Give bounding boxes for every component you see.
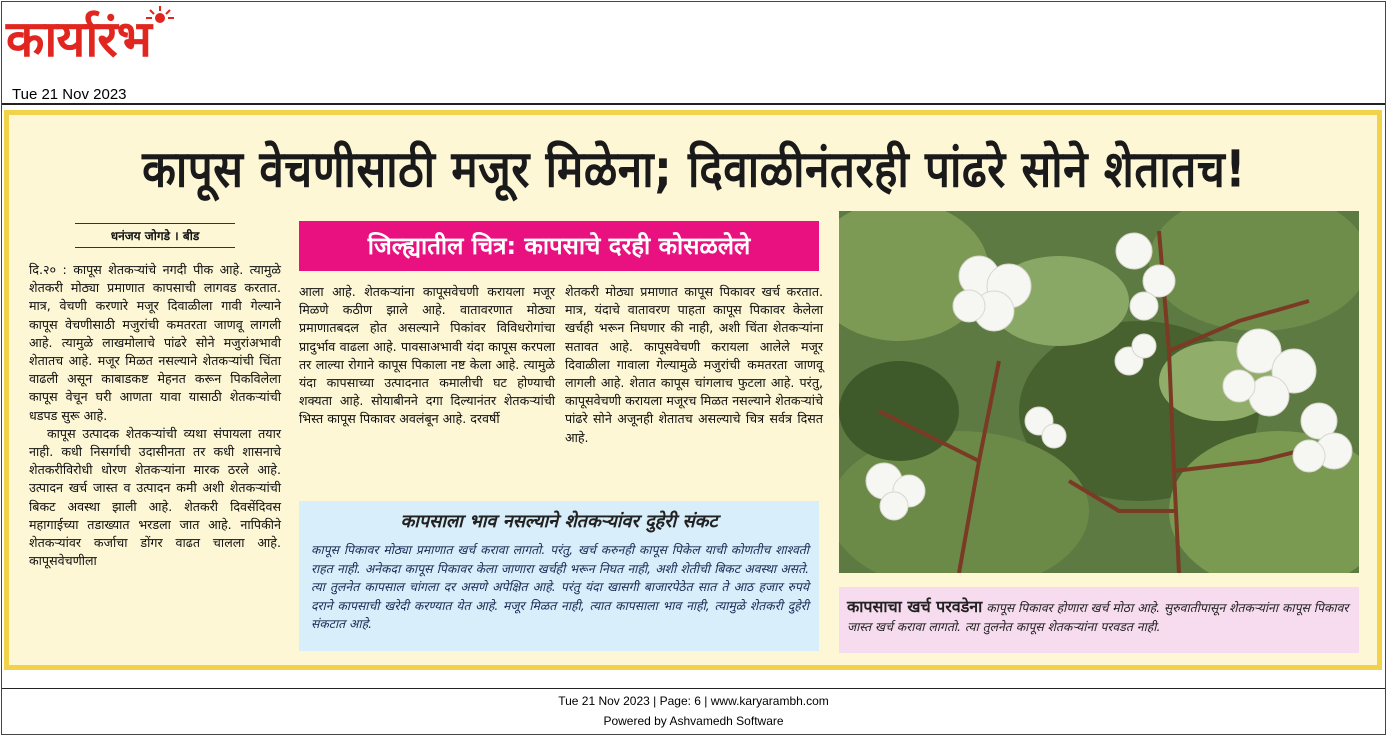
article-byline: धनंजय जोगडे । बीड (75, 223, 235, 248)
column-1-paragraph-2: कापूस उत्पादक शेतकऱ्यांची व्यथा संपायला तयार नाही. कधी निसर्गाची उदासीनता तर कधी शासनाचे शेतकरीविरोधी धोरण शेतकऱ्यांना मारक ठरले आहे. उत्पादन खर्च जास्त व उत्पादन कमी अशी शेतकऱ्यांची बिकट अवस्था झाली आहे. शेतकरी दिवसेंदिवस महागाईच्या तडाख्यात भरडला जात आहे. नापिकीने शेतकऱ्यांवर कर्जाचा डोंगर वाढत चालला आहे. कापूसवेचणीला (29, 425, 281, 569)
article-subheading: जिल्ह्यातील चित्र: कापसाचे दरही कोसळलेले (299, 221, 819, 271)
sun-icon (140, 4, 180, 32)
article-column-1 (29, 261, 281, 570)
sidebar-box-title: कापसाला भाव नसल्याने शेतकऱ्यांवर दुहेरी संकट (400, 511, 718, 532)
edition-date: Tue 21 Nov 2023 (12, 86, 127, 103)
footer-powered-by: Powered by Ashvamedh Software (603, 714, 784, 728)
sidebar-box-text: कापूस पिकावर मोठ्या प्रमाणात खर्च करावा लागतो. परंतु, खर्च करुनही कापूस पिकेल याची कोणतीच शाश्वती राहत नाही. अनेकदा कापूस पिकावर केला जाणारा खर्चही भरून निघत नाही, अशी शेतीची बिकट अवस्था असते. त्या तुलनेत कापसाल चांगला दर असणे अपेक्षित आहे. परंतु यंदा खासगी बाजारपेठेत सात ते आठ हजार रुपये दराने कापसाची खरेदी करण्यात येत आहे. मजूर मिळत नाही, त्यात कापसाला भाव नाही, त्यामुळे शेतकरी दुहेरी संकटात आहे. (311, 543, 809, 631)
masthead-logo[interactable] (6, 4, 206, 86)
column-1-paragraph-1: दि.२० : कापूस शेतकऱ्यांचे नगदी पीक आहे. त्यामुळे शेतकरी मोठ्या प्रमाणात कापसाची लागवड करतात. मात्र, वेचणी करणारे मजूर दिवाळीला गावी गेल्याने कापूस वेचणीसाठी मजुरांची कमतरता जाणवू लागली आहे. त्यामुळे लाखमोलाचे पांढरे सोने मजुरांअभावी शेतातच आहे. मजूर मिळत नसल्याने शेतकऱ्यांची चिंता वाढली असून काबाडकष्ट मेहनत करून पिकविलेला कापूस वेचून घरी आणता यावा यासाठी शेतकऱ्यांची धडपड सुरू आहे. (29, 262, 281, 423)
footer-divider (2, 688, 1385, 689)
footer-page-info[interactable]: Tue 21 Nov 2023 | Page: 6 | www.karyarambh.com (558, 694, 829, 708)
header-divider (2, 103, 1385, 105)
article-column-2: आला आहे. शेतकऱ्यांना कापूसवेचणी करायला मजूर मिळणे कठीण झाले आहे. वातावरणात मोठ्या प्रमाणातबदल होत असल्याने पिकांवर विविधरोगांचा प्रादुर्भाव वाढला आहे. पावसाअभावी यंदा कापूस करपला तर लाल्या रोगाने कापूस पिकाला नष्ट केला आहे. त्यामुळे यंदा कापसाच्या उत्पादनात कमालीची घट होण्याची शक्यता आहे. सोयाबीनने दगा दिल्यानंतर शेतकऱ्यांची भिस्त कापूस पिकावर अवलंबून आहे. दरवर्षी (299, 284, 555, 427)
sidebar-box (299, 501, 819, 651)
article-headline: कापूस वेचणीसाठी मजूर मिळेना; दिवाळीनंतरही पांढरे सोने शेतातच! (142, 140, 1246, 200)
news-clipping (4, 110, 1382, 670)
cotton-photo (839, 211, 1359, 573)
logo-wordmark: कार्यारंभ (6, 10, 151, 68)
photo-caption (839, 587, 1359, 653)
cotton-plant-image (839, 211, 1359, 573)
caption-title: कापसाचा खर्च परवडेना (847, 597, 983, 616)
caption-text: कापूस पिकावर होणारा खर्च मोठा आहे. सुरुवातीपासून शेतकऱ्यांना कापूस पिकावर जास्त खर्च करावा लागतो. त्या तुलनेत कापूस शेतकऱ्यांना परवडत नाही. (847, 601, 1349, 634)
article-column-3: शेतकरी मोठ्या प्रमाणात कापूस पिकावर खर्च करतात. मात्र, यंदाचे वातावरण पाहता कापूस पिकावर केलेला खर्चही भरून निघणार की नाही, अशी चिंता शेतकऱ्यांना सतावत आहे. कापूसवेचणी करायला आलेले मजूर दिवाळीला गावाला गेल्यामुळे मजुरांची कमतरता जाणवू लागली आहे. शेतात कापूस चांगलाच फुटला आहे. परंतु, कापूसवेचणी करायला मजूरच मिळत नसल्याने शेतकऱ्यांचे पांढरे सोने अजूनही शेतातच असल्याचे चित्र सर्वत्र दिसत आहे. (565, 284, 823, 445)
